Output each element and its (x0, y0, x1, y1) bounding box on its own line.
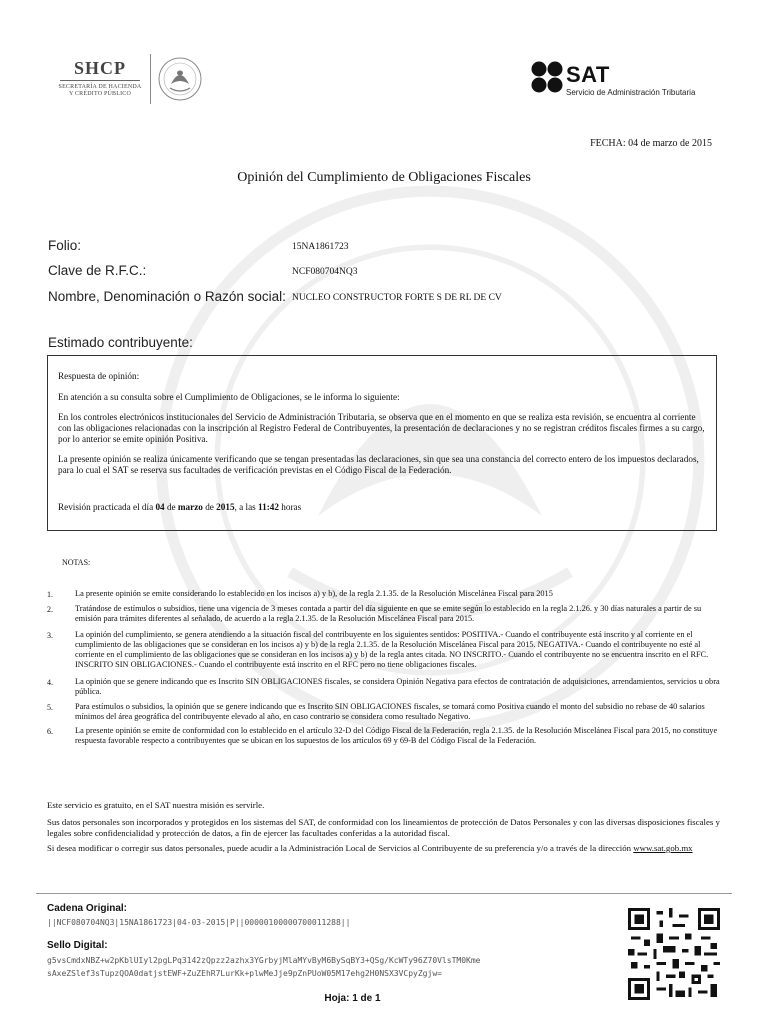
nota-text: Tratándose de estímulos o subsidios, tiene una vigencia de 3 meses contada a partir del día siguiente en que se emite según lo establecido en la regla 2.1.26. y 30 días naturales a partir de su emisión para trámites diferentes al señalado, de acuerdo a la regla 2.1.35. de la Resolución Miscelánea Fiscal para 2015. (75, 604, 702, 623)
sat-name: SAT (566, 62, 610, 87)
nombre-label: Nombre, Denominación o Razón social: (48, 289, 286, 304)
shcp-subtitle (56, 84, 144, 98)
greeting: Estimado contribuyente: (48, 335, 193, 350)
footer-modify-note (47, 843, 722, 854)
revision-year: 2015 (216, 502, 235, 512)
revision-time: 11:42 (258, 502, 279, 512)
document-title: Opinión del Cumplimiento de Obligaciones Fiscales (237, 170, 531, 185)
revision-de1: de (166, 502, 176, 512)
rfc-value: NCF080704NQ3 (292, 267, 358, 277)
opinion-paragraph-2: La presente opinión se realiza únicamente verificando que se tengan presentadas las declaraciones, sin que sea una constancia del correcto entero de los impuestos declarados, para lo cual el SAT se reserva sus facultades de verificación previstas en el Código Fiscal de la Federación. (58, 454, 699, 475)
nota-number: 4. (47, 678, 53, 687)
sello-digital-label: Sello Digital: (47, 940, 108, 951)
footer-privacy-note: Sus datos personales son incorporados y protegidos en los sistemas del SAT, de conformidad con los lineamientos de protección de Datos Personales y con las diversas disposiciones fiscales y legales sobre confidencialidad y protección de datos, a fin de ejercer las facultades conferidas a la autoridad fiscal. (47, 817, 720, 838)
shcp-rule (60, 80, 140, 81)
nota-number: 6. (47, 727, 53, 736)
eagle-seal-icon (156, 56, 204, 102)
page-number: Hoja: 1 de 1 (324, 993, 381, 1004)
nota-text: La presente opinión se emite de conformidad con lo establecido en el artículo 32-D del Código Fiscal de la Federación, regla 2.1.35. de la Resolución Miscelánea Fiscal para 2015, no constituye respuesta favorable respecto a contribuyentes que se ubican en los supuestos de los artículos 69 y 69-B del Código Fiscal de la Federación. (75, 726, 718, 745)
nota-text: La opinión del cumplimiento, se genera atendiendo a la situación fiscal del contribuyente en los siguientes sentidos: POSITIVA.- Cuando el contribuyente está inscrito y al corriente en el cumplimiento de las obligaciones que se consideran en los incisos a) y b) de la regla 2.1.35. de la Resolución Miscelánea Fiscal para 2015. NEGATIVA.- Cuando el contribuyente no esté al corriente en el cumplimiento de las obligaciones que se consideran en los incisos a) y b) de la regla antes citada. NO INSCRITO.- Cuando el contribuyente no se encuentra inscrito en el RFC. INSCRITO SIN OBLIGACIONES.- Cuando el contribuyente está inscrito en el RFC pero no tiene obligaciones fiscales. (75, 630, 709, 669)
revision-month: marzo (177, 502, 203, 512)
nota-number: 5. (47, 703, 53, 712)
opinion-intro: En atención a su consulta sobre el Cumplimiento de Obligaciones, se le informa lo siguiente: (58, 392, 400, 402)
sat-subtitle: Servicio de Administración Tributaria (566, 88, 696, 97)
sat-dots-icon (530, 60, 564, 94)
revision-line (58, 502, 706, 513)
sello-digital-line-2: sAxeZSlef3sTupzQOA0datjstEWF+ZuZEhR7LurKk+plwMeJje9pZnPUoW05M17ehg2H0NSX3VCpyZgjw= (47, 969, 442, 978)
issue-date: FECHA: 04 de marzo de 2015 (590, 138, 712, 149)
nota-text: La presente opinión se emite considerando lo establecido en los incisos a) y b), de la regla 2.1.35. de la Resolución Miscelánea Fiscal para 2015 (75, 589, 553, 598)
shcp-logo (56, 54, 221, 106)
shcp-divider (150, 54, 151, 104)
revision-prefix: Revisión practicada el día (58, 502, 154, 512)
sello-digital-line-1: g5vsCmdxNBZ+w2pKblUIyl2pgLPq3142zQpzz2azhx3YGrbyjMlaMYvByM6BySqBY3+QSg/KcWTy96Z70VlsTM0Kme (47, 956, 481, 965)
revision-day: 04 (155, 502, 165, 512)
sat-logo (530, 58, 730, 102)
nota-number: 3. (47, 631, 53, 640)
opinion-box (47, 355, 717, 531)
folio-label: Folio: (48, 238, 82, 253)
cadena-original-label: Cadena Original: (47, 903, 128, 914)
shcp-name: SHCP (73, 58, 126, 78)
nota-text: La opinión que se genere indicando que es Inscrito SIN OBLIGACIONES fiscales, se considera Opinión Negativa para efectos de contratación de adquisiciones, arrendamientos, servicios u obra pública. (75, 677, 720, 696)
folio-value: 15NA1861723 (292, 242, 349, 252)
opinion-heading: Respuesta de opinión: (58, 371, 140, 381)
shcp-subtitle-line1: SECRETARÍA DE HACIENDA (58, 84, 142, 90)
revision-suffix: horas (281, 502, 302, 512)
nota-number: 2. (47, 605, 53, 614)
nota-text: Para estímulos o subsidios, la opinión que se genere indicando que es Inscrito SIN OBLIGACIONES fiscales, se tomará como Positiva cuando el monto del subsidio no rebase de 40 salarios mínimos del área geográfica del contribuyente elevado al año, en caso contrario se considera como resultado Negativo. (75, 702, 705, 721)
notas-title: NOTAS: (62, 558, 91, 567)
qr-code (628, 908, 720, 1000)
nota-number: 1. (47, 590, 53, 599)
rfc-label: Clave de R.F.C.: (48, 263, 147, 278)
revision-de2: de (205, 502, 214, 512)
cadena-original-value: ||NCF080704NQ3|15NA1861723|04-03-2015|P||00000100000700011288|| (47, 918, 351, 927)
sat-website-link[interactable]: www.sat.gob.mx (633, 843, 693, 853)
revision-time-prefix: , a las (234, 502, 256, 512)
nombre-value: NUCLEO CONSTRUCTOR FORTE S DE RL DE CV (292, 293, 502, 303)
shcp-subtitle-line2: Y CRÉDITO PÚBLICO (68, 91, 132, 97)
footer-service-note: Este servicio es gratuito, en el SAT nuestra misión es servirle. (47, 800, 265, 810)
footer-divider (36, 893, 732, 894)
footer-modify-text: Si desea modificar o corregir sus datos personales, puede acudir a la Administración Local de Servicios al Contribuyente de su preferencia y/o a través de la dirección (47, 843, 632, 853)
opinion-paragraph-1: En los controles electrónicos institucionales del Servicio de Administración Tributaria, se observa que en el momento en que se realiza esta revisión, se encuentra al corriente con las obligaciones relacionadas con la inscripción al Registro Federal de Contribuyentes, la presentación de declaraciones y no se registran créditos fiscales firmes a su cargo, por lo anterior se emite opinión Positiva. (58, 412, 705, 444)
